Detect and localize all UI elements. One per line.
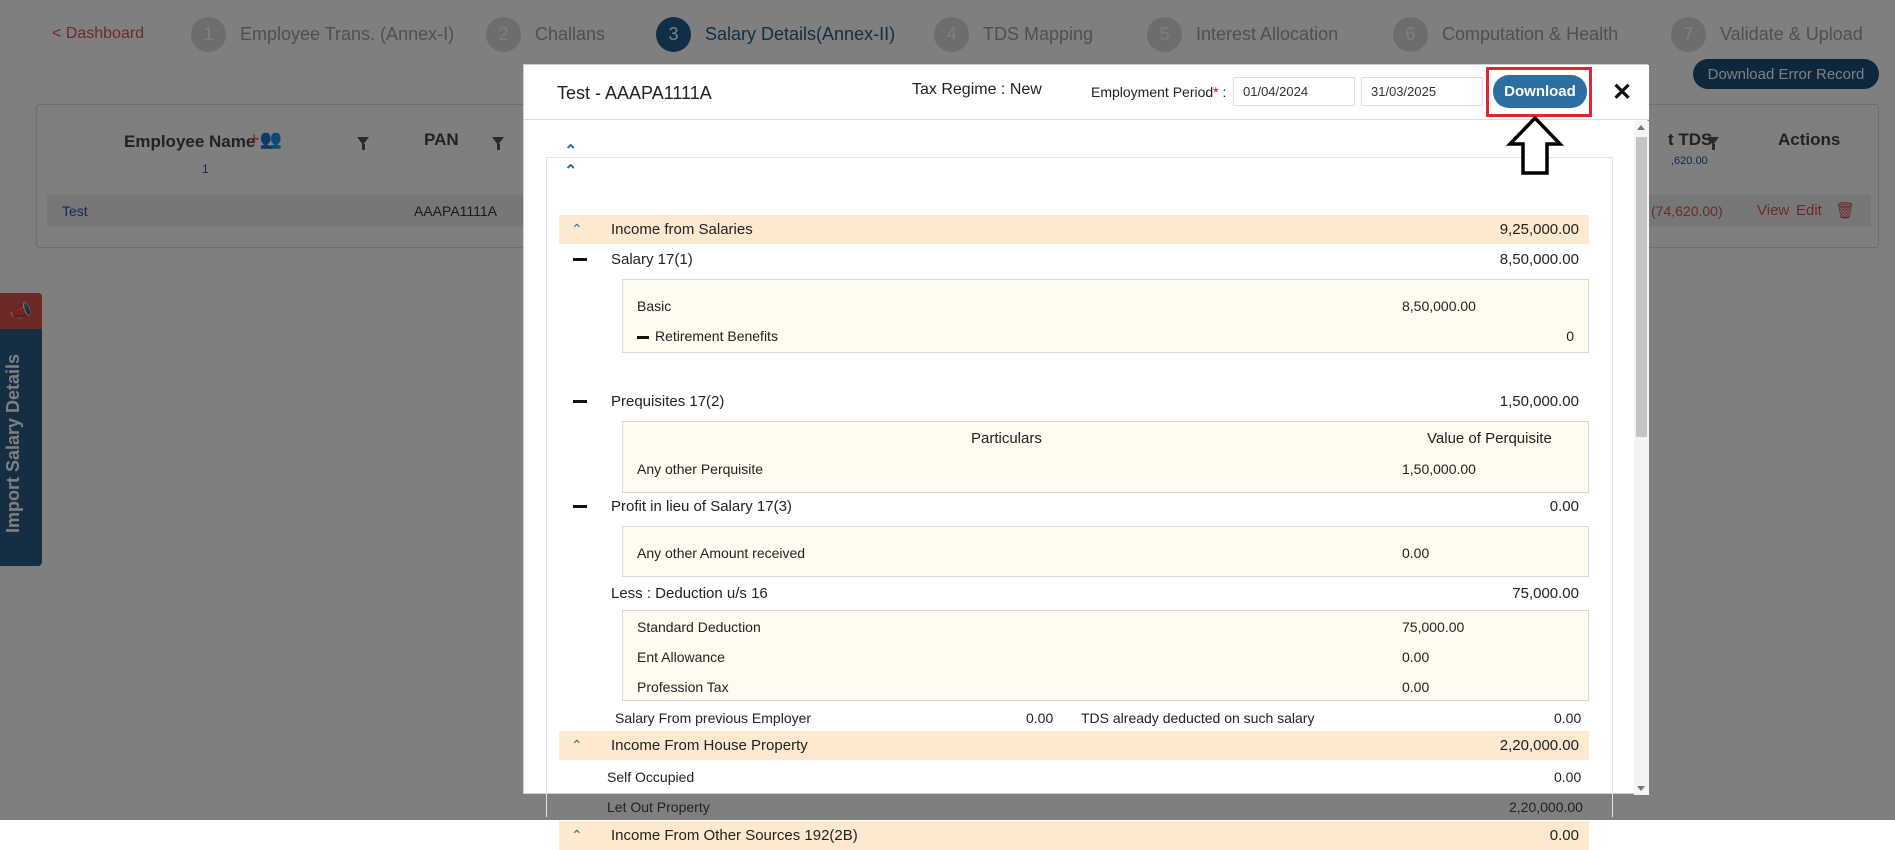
collapse-all-icon[interactable]: ⌃ ⌃ — [564, 143, 578, 180]
download-highlight-box — [1486, 67, 1592, 117]
row-value: 1,50,000.00 — [1499, 393, 1579, 410]
modal-header — [524, 65, 1649, 120]
section-value: 0.00 — [1549, 827, 1579, 844]
retirement-benefits-row — [637, 328, 778, 344]
collapse-minus-icon[interactable] — [573, 505, 587, 508]
salary-17-1-details — [622, 279, 1589, 353]
row-value: 75,000.00 — [1512, 585, 1579, 602]
scroll-down-arrow-icon[interactable] — [1637, 786, 1645, 791]
row-label: Profit in lieu of Salary 17(3) — [611, 498, 792, 515]
employment-start-date-input[interactable] — [1233, 77, 1355, 106]
close-icon[interactable]: ✕ — [1612, 79, 1633, 106]
salary-details-modal — [523, 64, 1648, 844]
standard-deduction-label: Standard Deduction — [637, 619, 761, 635]
scroll-up-arrow-icon[interactable] — [1637, 125, 1645, 130]
previous-employer-value: 0.00 — [1026, 710, 1054, 726]
chevron-up-icon[interactable]: ⌃ — [571, 827, 583, 843]
modal-body — [524, 121, 1634, 844]
row-label: Prequisites 17(2) — [611, 393, 725, 410]
section-value: 9,25,000.00 — [1499, 221, 1579, 238]
let-out-property-label: Let Out Property — [607, 799, 710, 815]
standard-deduction-value: 75,000.00 — [1402, 619, 1465, 635]
self-occupied-value: 0.00 — [1554, 769, 1582, 785]
row-profit-in-lieu — [559, 493, 1589, 519]
employment-end-date-input[interactable] — [1361, 77, 1483, 106]
collapse-minus-icon[interactable] — [573, 258, 587, 261]
section-income-from-salaries[interactable] — [559, 215, 1589, 244]
profession-tax-label: Profession Tax — [637, 679, 729, 695]
tds-already-deducted-value: 0.00 — [1554, 710, 1582, 726]
self-occupied-label: Self Occupied — [607, 769, 695, 785]
chevron-up-icon[interactable]: ⌃ — [571, 737, 583, 753]
download-button[interactable]: Download — [1493, 75, 1587, 108]
any-other-amount-value: 0.00 — [1402, 545, 1430, 561]
basic-label: Basic — [637, 298, 672, 314]
scrollbar-thumb[interactable] — [1636, 137, 1647, 437]
up-arrow-annotation-icon — [1507, 116, 1563, 176]
label-colon: : — [1218, 84, 1227, 100]
any-other-perquisite-label: Any other Perquisite — [637, 461, 764, 477]
modal-title: Test - AAAPA1111A — [557, 83, 712, 103]
section-other-sources[interactable] — [559, 821, 1589, 850]
ent-allowance-value: 0.00 — [1402, 649, 1430, 665]
section-label: Income From Other Sources 192(2B) — [611, 827, 858, 844]
collapse-minus-icon[interactable] — [573, 400, 587, 403]
section-house-property[interactable] — [559, 731, 1589, 760]
retirement-benefits-label: Retirement Benefits — [655, 328, 778, 344]
tds-already-deducted-label: TDS already deducted on such salary — [1081, 710, 1315, 726]
ent-allowance-label: Ent Allowance — [637, 649, 725, 665]
row-label: Less : Deduction u/s 16 — [611, 585, 768, 602]
employment-period-label — [1091, 84, 1226, 100]
row-label: Salary 17(1) — [611, 251, 693, 268]
chevron-up-icon[interactable]: ⌃ — [571, 221, 583, 237]
employment-period-text: Employment Period — [1091, 84, 1214, 100]
section-value: 2,20,000.00 — [1499, 737, 1579, 754]
particulars-header: Particulars — [971, 430, 1042, 447]
profit-in-lieu-details — [622, 526, 1589, 577]
retirement-benefits-value: 0 — [1566, 328, 1574, 344]
previous-employer-label: Salary From previous Employer — [615, 710, 812, 726]
section-label: Income From House Property — [611, 737, 808, 754]
collapse-minus-icon[interactable] — [637, 336, 649, 339]
required-marker: * — [1213, 84, 1219, 100]
row-salary-17-1 — [559, 246, 1589, 272]
basic-value: 8,50,000.00 — [1402, 298, 1476, 314]
deductions-table — [622, 610, 1589, 701]
row-prequisites-17-2 — [559, 388, 1589, 414]
section-label: Income from Salaries — [611, 221, 753, 238]
value-of-perquisite-header: Value of Perquisite — [1427, 430, 1552, 447]
row-less-deduction — [559, 580, 1589, 606]
profession-tax-value: 0.00 — [1402, 679, 1430, 695]
modal-scrollbar[interactable] — [1634, 121, 1649, 795]
perquisites-table — [622, 421, 1589, 493]
row-value: 8,50,000.00 — [1499, 251, 1579, 268]
any-other-perquisite-value: 1,50,000.00 — [1402, 461, 1476, 477]
let-out-property-value: 2,20,000.00 — [1509, 799, 1583, 815]
tax-regime-label: Tax Regime : New — [912, 81, 1042, 98]
row-value: 0.00 — [1549, 498, 1579, 515]
any-other-amount-label: Any other Amount received — [637, 545, 806, 561]
